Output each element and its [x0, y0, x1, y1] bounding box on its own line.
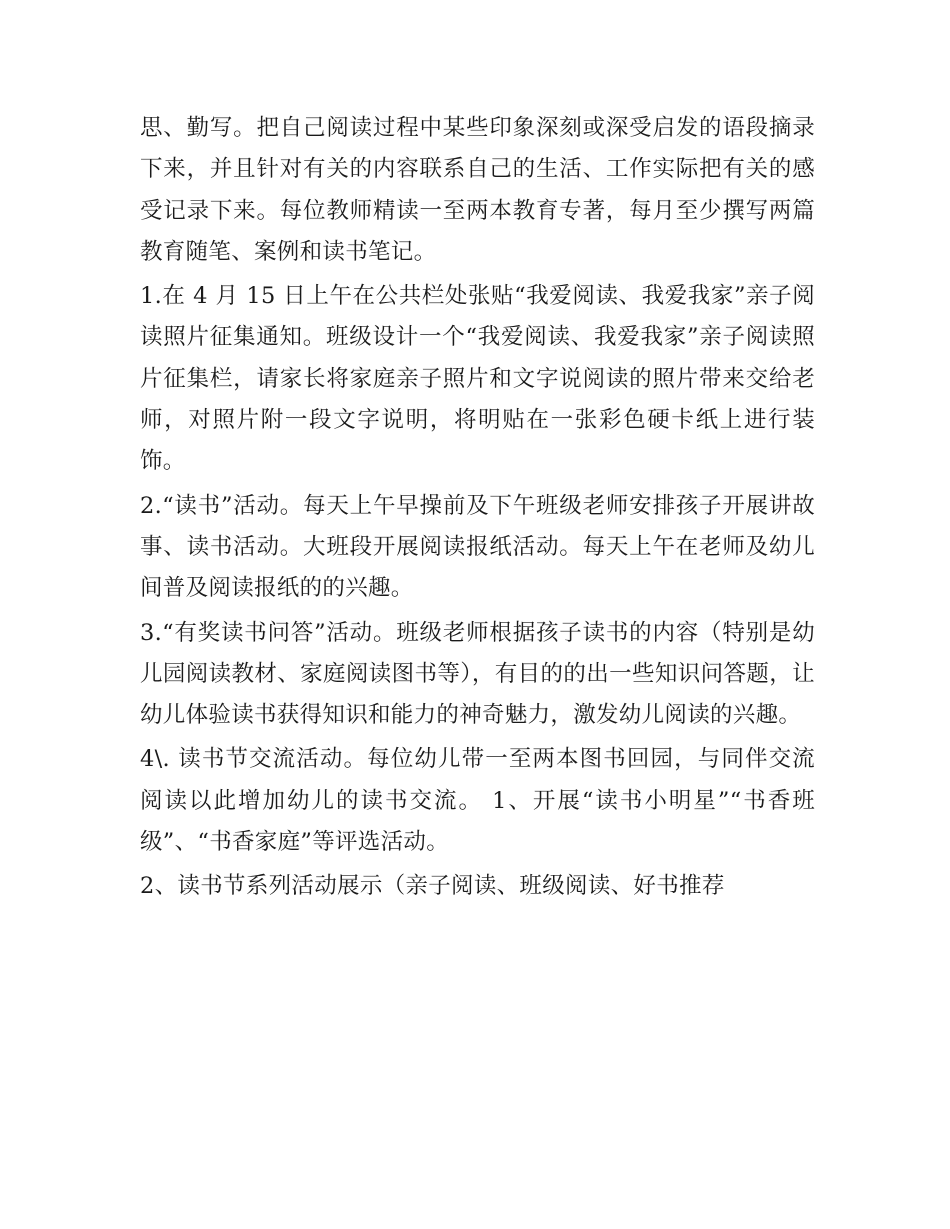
document-body — [140, 108, 815, 911]
paragraph-item-3-quiz-activity: 3.“有奖读书问答”活动。班级老师根据孩子读书的内容（特别是幼儿园阅读教材、家庭阅读图书等），有目的的出一些知识问答题，让幼儿体验读书获得知识和能力的神奇魅力，激发幼儿阅读的兴趣。 — [140, 619, 815, 729]
paragraph-item-2-reading-activity: 2.“读书”活动。每天上午早操前及下午班级老师安排孩子开展讲故事、读书活动。大班段开展阅读报纸活动。每天上午在老师及幼儿间普及阅读报纸的的兴趣。 — [140, 492, 815, 602]
paragraph-item-1-photo-collection: 1.在 4 月 15 日上午在公共栏处张贴“我爱阅读、我爱我家”亲子阅读照片征集通知。班级设计一个“我爱阅读、我爱我家”亲子阅读照片征集栏，请家长将家庭亲子照片和文字说阅读的照片带来交给老师，对照片附一段文字说明，将明贴在一张彩色硬卡纸上进行装饰。 — [140, 283, 815, 475]
paragraph-item-showcase: 2、读书节系列活动展示（亲子阅读、班级阅读、好书推荐 — [140, 873, 725, 900]
paragraph-item-4-exchange-activity: 4\. 读书节交流活动。每位幼儿带一至两本图书回园，与同伴交流阅读以此增加幼儿的读书交流。 1、开展“读书小明星”“书香班级”、“书香家庭”等评选活动。 — [140, 746, 815, 856]
paragraph-reading-notes: 思、勤写。把自己阅读过程中某些印象深刻或深受启发的语段摘录下来，并且针对有关的内容联系自己的生活、工作实际把有关的感受记录下来。每位教师精读一至两本教育专著，每月至少撰写两篇教育随笔、案例和读书笔记。 — [140, 115, 815, 265]
